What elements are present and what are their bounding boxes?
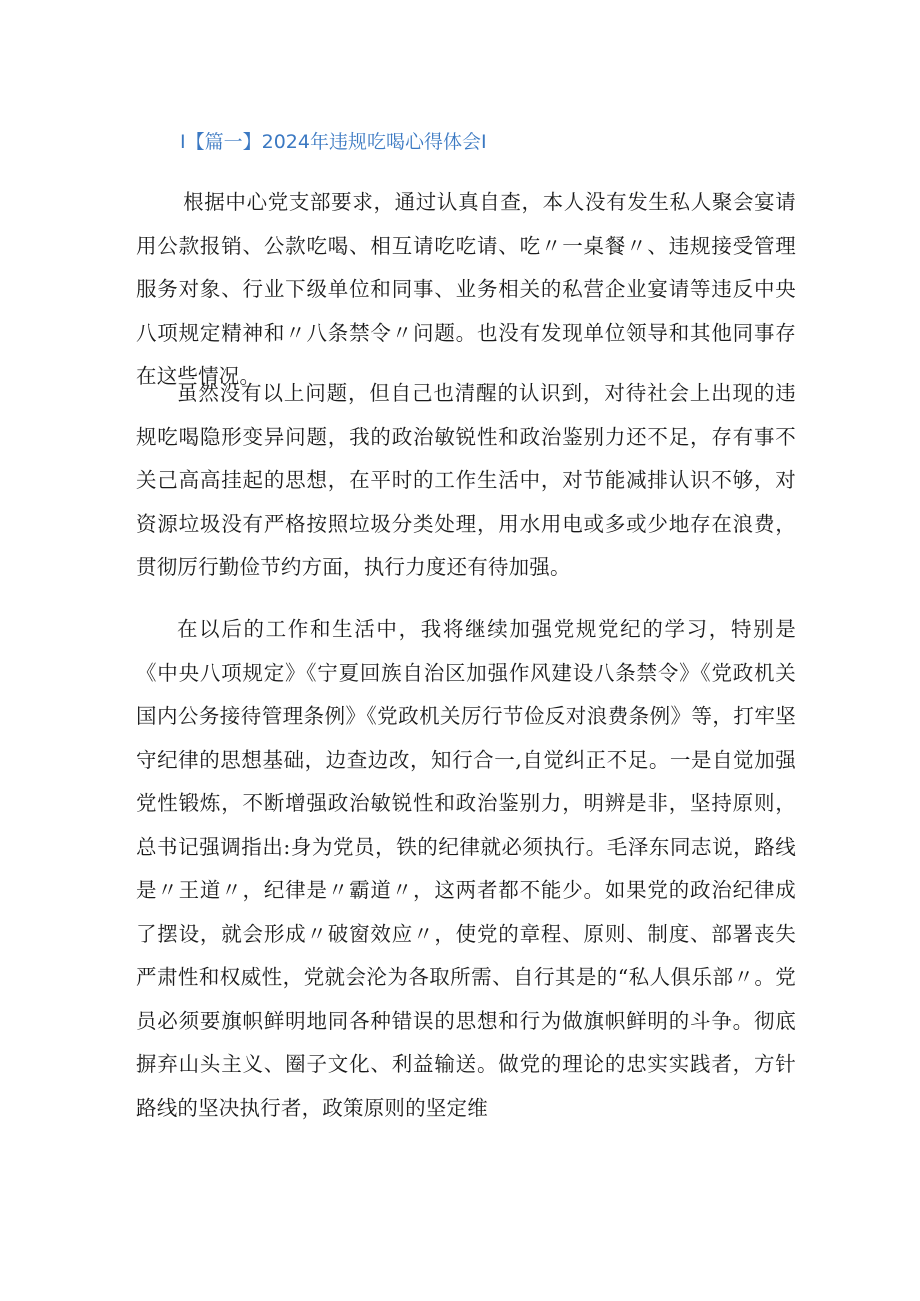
paragraph-2: 虽然没有以上问题，但自己也清醒的认识到，对待社会上出现的违规吃喝隐形变异问题，我的政治敏锐性和政治鉴别力还不足，存有事不关己高高挂起的思想，在平时的工作生活中，对节能减排认识不够，对资源垃圾没有严格按照垃圾分类处理，用水用电或多或少地存在浪费，贯彻厉行勤俭节约方面，执行力度还有待加强。: [136, 381, 796, 579]
document-heading: I【篇一】2024年违规吃喝心得体会I: [180, 131, 487, 153]
paragraph-1: 根据中心党支部要求，通过认真自查，本人没有发生私人聚会宴请用公款报销、公款吃喝、相互请吃吃请、吃〃一桌餐〃、违规接受管理服务对象、行业下级单位和同事、业务相关的私营企业宴请等违反中央八项规定精神和〃八条禁令〃问题。也没有发现单位领导和其他同事存在这些情况。: [136, 190, 796, 388]
paragraph-3: 在以后的工作和生活中，我将继续加强党规党纪的学习，特别是《中央八项规定》《宁夏回族自治区加强作风建设八条禁令》《党政机关国内公务接待管理条例》《党政机关厉行节俭反对浪费条例》等，打牢坚守纪律的思想基础，边查边改，知行合一,自觉纠正不足。一是自觉加强党性锻炼，不断增强政治敏锐性和政治鉴别力，明辨是非，坚持原则，总书记强调指出:身为党员，铁的纪律就必须执行。毛泽东同志说，路线是〃王道〃，纪律是〃霸道〃，这两者都不能少。如果党的政治纪律成了摆设，就会形成〃破窗效应〃，使党的章程、原则、制度、部署丧失严肃性和权威性，党就会沦为各取所需、自行其是的“私人俱乐部〃。党员必须要旗帜鲜明地同各种错误的思想和行为做旗帜鲜明的斗争。彻底摒弃山头主义、圈子文化、利益输送。做党的理论的忠实实践者，方针路线的坚决执行者，政策原则的坚定维: [136, 617, 796, 1120]
